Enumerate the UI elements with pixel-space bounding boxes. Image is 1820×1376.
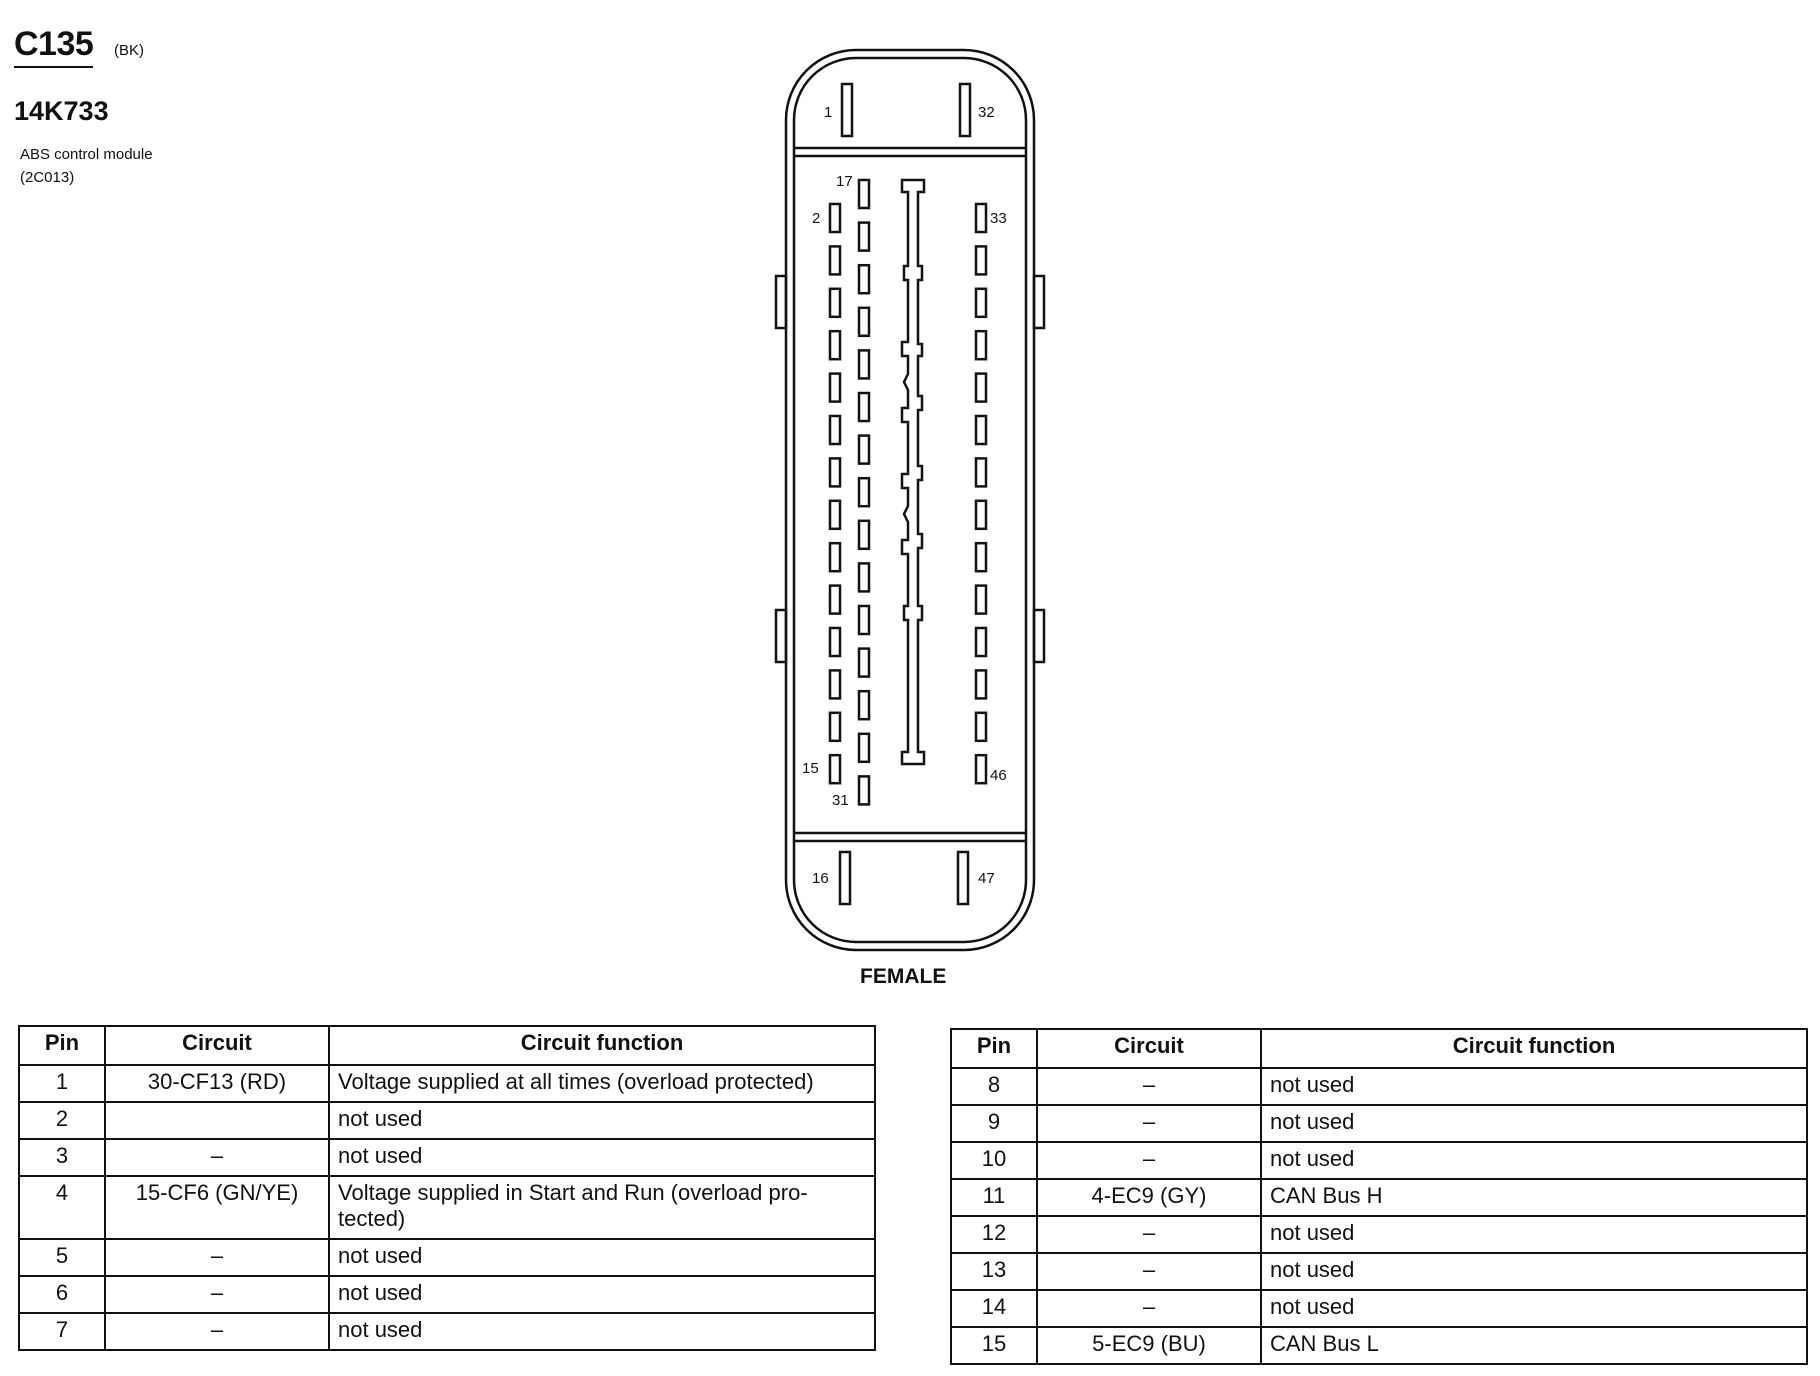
- table-header-row: [951, 1029, 1807, 1068]
- pin-table-left-body: [19, 1065, 875, 1350]
- terminal-11: [830, 586, 840, 614]
- pin-cell: 3: [19, 1139, 105, 1176]
- pin-cell: 11: [951, 1179, 1037, 1216]
- circuit-cell: –: [1037, 1068, 1261, 1105]
- terminal-38: [976, 416, 986, 444]
- part-number: 14K733: [14, 96, 109, 126]
- pin-cell: 7: [19, 1313, 105, 1350]
- terminal-20: [859, 308, 869, 336]
- terminal-24: [859, 478, 869, 506]
- table-row: [19, 1065, 875, 1102]
- pin-label-2: 2: [812, 210, 821, 227]
- circuit-cell: –: [105, 1139, 329, 1176]
- header-circuit: Circuit: [105, 1026, 329, 1065]
- terminal-1: [842, 84, 852, 136]
- header-circuit: Circuit: [1037, 1029, 1261, 1068]
- circuit-cell: –: [1037, 1142, 1261, 1179]
- pin-label-46: 46: [990, 767, 1007, 784]
- circuit-cell: –: [105, 1313, 329, 1350]
- table-header-row: [19, 1026, 875, 1065]
- function-cell: not used: [1261, 1290, 1807, 1327]
- function-cell: not used: [329, 1102, 875, 1139]
- function-cell: not used: [329, 1239, 875, 1276]
- circuit-cell: –: [105, 1276, 329, 1313]
- table-row: [951, 1327, 1807, 1364]
- terminal-22: [859, 393, 869, 421]
- connector-id: C135: [14, 26, 93, 68]
- connector-gender-label: FEMALE: [860, 965, 947, 988]
- terminal-27: [859, 606, 869, 634]
- circuit-cell: [105, 1102, 329, 1139]
- function-cell: not used: [329, 1313, 875, 1350]
- pin-cell: 10: [951, 1142, 1037, 1179]
- table-row: [951, 1142, 1807, 1179]
- header-pin: Pin: [951, 1029, 1037, 1068]
- pin-cell: 14: [951, 1290, 1037, 1327]
- connector-face-diagram: [760, 40, 1060, 960]
- table-row: [19, 1276, 875, 1313]
- function-cell: not used: [1261, 1105, 1807, 1142]
- terminal-13: [830, 670, 840, 698]
- pin-table-right-body: [951, 1068, 1807, 1364]
- terminal-46: [976, 755, 986, 783]
- terminal-15: [830, 755, 840, 783]
- circuit-cell: –: [105, 1239, 329, 1276]
- terminal-9: [830, 501, 840, 529]
- description-line-1: ABS control module: [20, 146, 153, 163]
- table-row: [951, 1179, 1807, 1216]
- terminal-4: [830, 289, 840, 317]
- circuit-cell: 30-CF13 (RD): [105, 1065, 329, 1102]
- terminal-21: [859, 350, 869, 378]
- terminal-3: [830, 246, 840, 274]
- table-row: [951, 1290, 1807, 1327]
- connector-color: (BK): [114, 42, 144, 59]
- pin-cell: 6: [19, 1276, 105, 1313]
- function-cell: not used: [1261, 1142, 1807, 1179]
- table-row: [19, 1313, 875, 1350]
- pin-cell: 2: [19, 1102, 105, 1139]
- function-cell: Voltage supplied at all times (overload protected): [329, 1065, 875, 1102]
- table-row: [951, 1216, 1807, 1253]
- circuit-cell: 4-EC9 (GY): [1037, 1179, 1261, 1216]
- pin-cell: 9: [951, 1105, 1037, 1142]
- pin-cell: 1: [19, 1065, 105, 1102]
- pin-label-33: 33: [990, 210, 1007, 227]
- function-cell: Voltage supplied in Start and Run (overload pro- tected): [329, 1176, 875, 1239]
- function-cell: CAN Bus L: [1261, 1327, 1807, 1364]
- terminal-36: [976, 331, 986, 359]
- terminal-18: [859, 223, 869, 251]
- terminal-26: [859, 563, 869, 591]
- table-row: [19, 1239, 875, 1276]
- pin-cell: 12: [951, 1216, 1037, 1253]
- terminal-32: [960, 84, 970, 136]
- header-pin: Pin: [19, 1026, 105, 1065]
- pin-cell: 8: [951, 1068, 1037, 1105]
- terminal-33: [976, 204, 986, 232]
- pin-table-left: [18, 1025, 876, 1351]
- description-line-2: (2C013): [20, 169, 75, 186]
- circuit-cell: –: [1037, 1253, 1261, 1290]
- circuit-cell: –: [1037, 1105, 1261, 1142]
- table-row: [951, 1068, 1807, 1105]
- table-row: [951, 1105, 1807, 1142]
- terminal-12: [830, 628, 840, 656]
- pin-label-16: 16: [812, 870, 829, 887]
- pin-cell: 15: [951, 1327, 1037, 1364]
- circuit-cell: 15-CF6 (GN/YE): [105, 1176, 329, 1239]
- terminal-2: [830, 204, 840, 232]
- terminal-29: [859, 691, 869, 719]
- terminal-14: [830, 713, 840, 741]
- circuit-cell: –: [1037, 1216, 1261, 1253]
- terminal-42: [976, 586, 986, 614]
- terminal-19: [859, 265, 869, 293]
- header-circuit-function: Circuit function: [1261, 1029, 1807, 1068]
- terminal-43: [976, 628, 986, 656]
- terminal-35: [976, 289, 986, 317]
- function-cell: not used: [329, 1276, 875, 1313]
- terminal-45: [976, 713, 986, 741]
- pin-cell: 13: [951, 1253, 1037, 1290]
- pin-label-15: 15: [802, 760, 819, 777]
- pin-label-47: 47: [978, 870, 995, 887]
- pin-label-32: 32: [978, 104, 995, 121]
- function-cell: not used: [1261, 1216, 1807, 1253]
- table-row: [19, 1176, 875, 1239]
- terminal-30: [859, 734, 869, 762]
- pin-table-right: [950, 1028, 1808, 1365]
- terminal-10: [830, 543, 840, 571]
- terminal-5: [830, 331, 840, 359]
- pin-cell: 5: [19, 1239, 105, 1276]
- terminal-44: [976, 670, 986, 698]
- function-cell: not used: [1261, 1253, 1807, 1290]
- terminal-47: [958, 852, 968, 904]
- header-circuit-function: Circuit function: [329, 1026, 875, 1065]
- terminal-23: [859, 436, 869, 464]
- terminal-39: [976, 458, 986, 486]
- terminal-7: [830, 416, 840, 444]
- function-cell: not used: [1261, 1068, 1807, 1105]
- pin-label-1: 1: [824, 104, 833, 121]
- pin-label-31: 31: [832, 792, 849, 809]
- function-cell: not used: [329, 1139, 875, 1176]
- pin-cell: 4: [19, 1176, 105, 1239]
- function-cell: CAN Bus H: [1261, 1179, 1807, 1216]
- pin-label-17: 17: [836, 173, 853, 190]
- connector-housing: [776, 50, 1044, 950]
- terminal-34: [976, 246, 986, 274]
- terminal-16: [840, 852, 850, 904]
- table-row: [19, 1102, 875, 1139]
- terminal-6: [830, 374, 840, 402]
- terminal-25: [859, 521, 869, 549]
- circuit-cell: –: [1037, 1290, 1261, 1327]
- polarization-key: [902, 180, 924, 764]
- terminal-17: [859, 180, 869, 208]
- terminal-40: [976, 501, 986, 529]
- circuit-cell: 5-EC9 (BU): [1037, 1327, 1261, 1364]
- terminal-41: [976, 543, 986, 571]
- table-row: [19, 1139, 875, 1176]
- terminal-37: [976, 374, 986, 402]
- table-row: [951, 1253, 1807, 1290]
- terminal-8: [830, 458, 840, 486]
- terminal-31: [859, 776, 869, 804]
- terminal-28: [859, 649, 869, 677]
